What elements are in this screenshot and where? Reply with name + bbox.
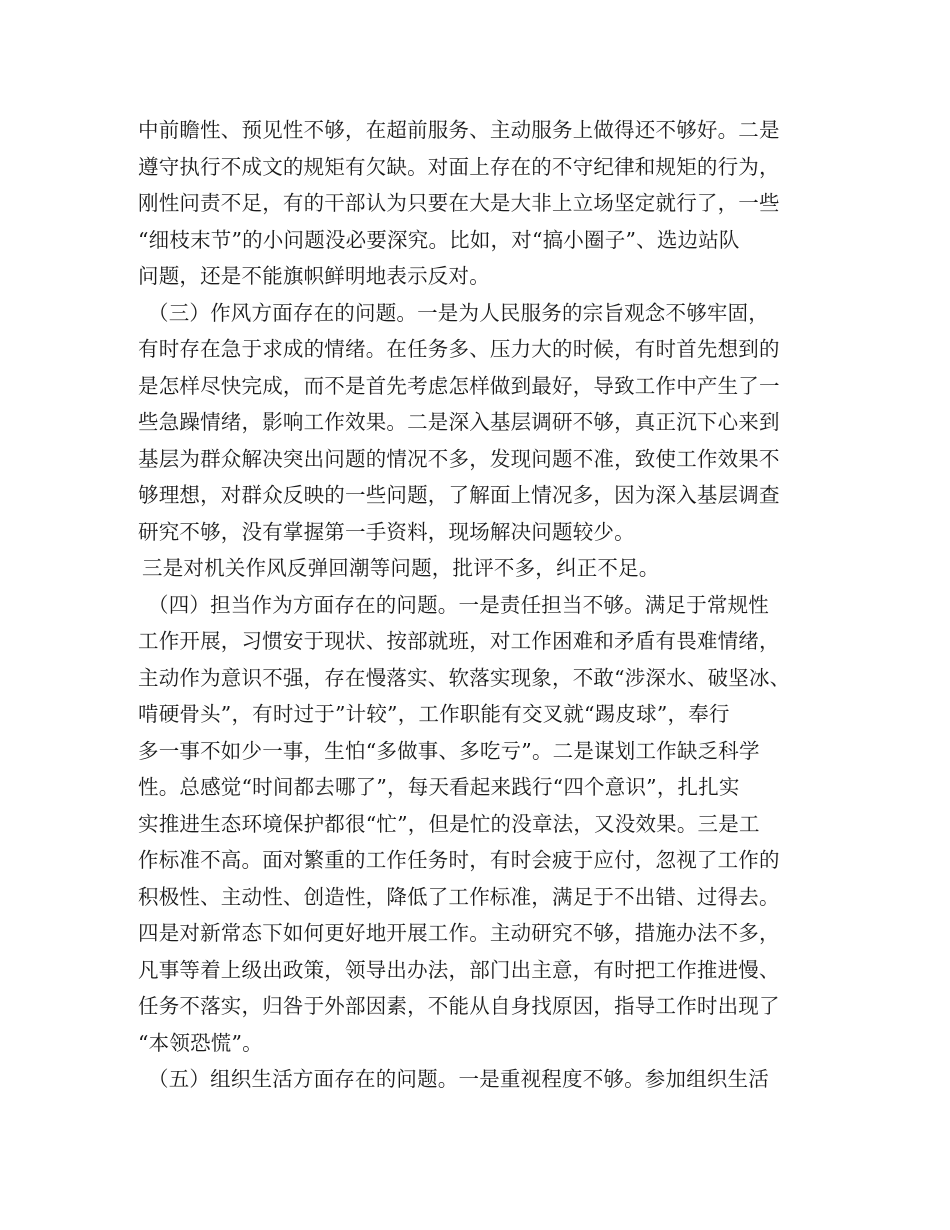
text-line: 实推进生态环境保护都很“忙”，但是忙的没章法，又没效果。三是工: [138, 811, 760, 836]
text-line: 够理想，对群众反映的一些问题，了解面上情况多，因为深入基层调查: [138, 483, 780, 507]
text-line: 研究不够，没有掌握第一手资料，现场解决问题较少。: [138, 519, 635, 544]
text-line: 基层为群众解决突出问题的情况不多，发现问题不准，致使工作效果不: [138, 446, 780, 471]
text-line: 啃硬骨头”，有时过于”计较”，工作职能有交叉就“踢皮球”，奉行: [138, 702, 730, 726]
text-line: 性。总感觉“时间都去哪了”，每天看起来践行“四个意识”，扎扎实: [138, 775, 740, 799]
text-line: 积极性、主动性、创造性，降低了工作标准，满足于不出错、过得去。: [138, 884, 780, 909]
text-line: 问题，还是不能旗帜鲜明地表示反对。: [138, 264, 490, 288]
text-line: 中前瞻性、预见性不够，在超前服务、主动服务上做得还不够好。二是: [138, 118, 780, 142]
text-line: 凡事等着上级出政策，领导出办法，部门出主意，有时把工作推进慢、: [138, 957, 780, 982]
text-line: 任务不落实，归咎于外部因素，不能从自身找原因，指导工作时出现了: [138, 994, 780, 1018]
section-heading-line: （五）组织生活方面存在的问题。一是重视程度不够。参加组织生活: [148, 1067, 769, 1091]
document-body: [138, 112, 828, 1098]
text-line: 四是对新常态下如何更好地开展工作。主动研究不够，措施办法不多，: [138, 921, 780, 945]
text-line: 有时存在急于求成的情绪。在任务多、压力大的时候，有时首先想到的: [138, 337, 780, 361]
text-line: 多一事不如少一事，生怕“多做事、多吃亏”。二是谋划工作缺乏科学: [138, 738, 760, 763]
section-heading-line: （四）担当作为方面存在的问题。一是责任担当不够。满足于常规性: [148, 592, 769, 617]
text-line: 刚性问责不足，有的干部认为只要在大是大非上立场坚定就行了，一些: [138, 191, 780, 215]
text-line: 是怎样尽快完成，而不是首先考虑怎样做到最好，导致工作中产生了一: [138, 373, 780, 398]
text-line: “本领恐慌”。: [138, 1030, 263, 1055]
text-line: 些急躁情绪，影响工作效果。二是深入基层调研不够，真正沉下心来到: [138, 410, 780, 434]
section-heading-line: （三）作风方面存在的问题。一是为人民服务的宗旨观念不够牢固，: [148, 300, 769, 325]
text-line: 工作开展，习惯安于现状、按部就班，对工作困难和矛盾有畏难情绪，: [138, 629, 780, 653]
text-line: 遵守执行不成文的规矩有欠缺。对面上存在的不守纪律和规矩的行为，: [138, 154, 780, 179]
text-line: “细枝末节”的小问题没必要深究。比如，对“搞小圈子”、选边站队: [138, 227, 740, 252]
text-line: 作标准不高。面对繁重的工作任务时，有时会疲于应付，忽视了工作的: [138, 848, 780, 872]
text-line: 三是对机关作风反弹回潮等问题，批评不多，纠正不足。: [142, 556, 660, 580]
text-line: 主动作为意识不强，存在慢落实、软落实现象，不敢“涉深水、破坚冰、: [138, 665, 791, 690]
